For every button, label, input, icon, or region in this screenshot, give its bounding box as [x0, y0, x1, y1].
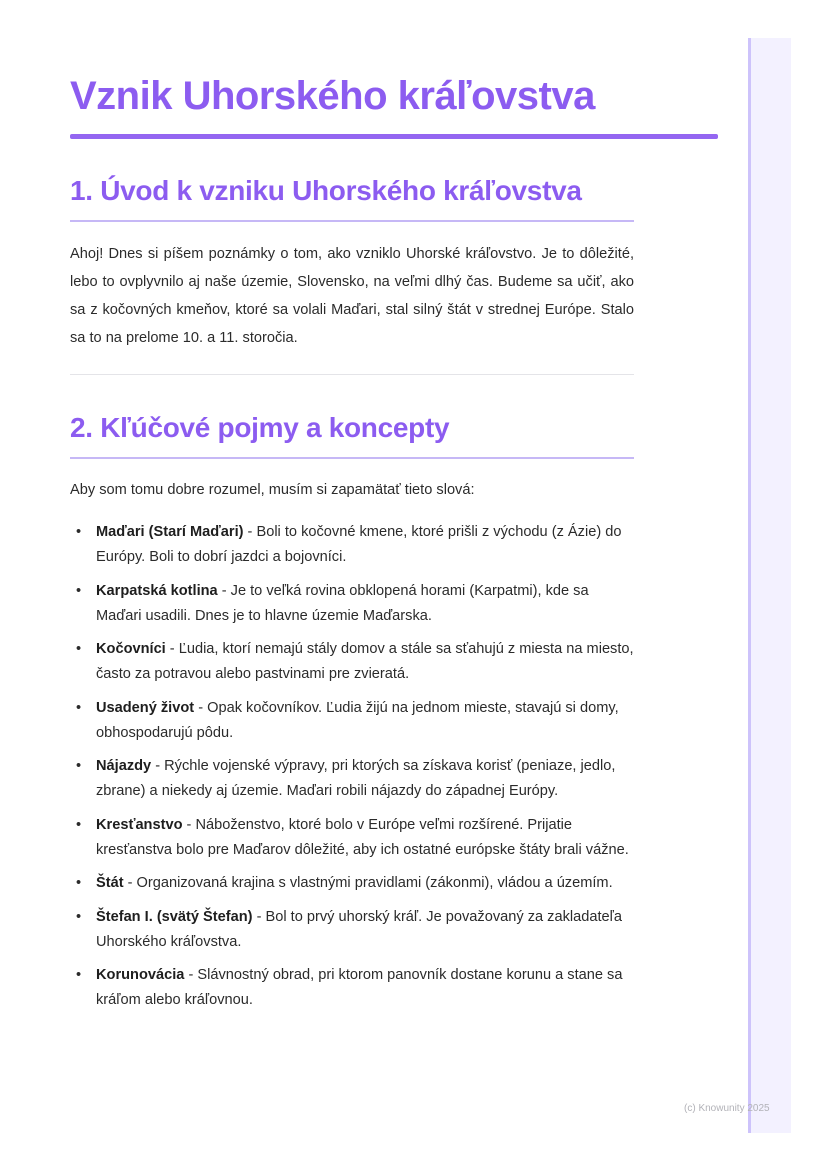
section-heading-key-terms: 2. Kľúčové pojmy a koncepty [70, 412, 450, 443]
key-terms-intro: Aby som tomu dobre rozumel, musím si zapamätať tieto slová: [70, 482, 475, 498]
term-definition: - Je to veľká rovina obklopená horami (Karpatmi), kde sa Maďari usadili. Dnes je to hlavne územie Maďarska. [96, 582, 589, 624]
term-name: Kresťanstvo [96, 816, 183, 833]
list-item [70, 754, 634, 804]
section-key-terms [70, 409, 634, 1013]
term-definition: - Organizovaná krajina s vlastnými pravidlami (zákonmi), vládou a územím. [123, 875, 613, 891]
term-name: Štát [96, 875, 124, 891]
bullet-icon: • [76, 908, 82, 925]
term-name: Nájazdy [96, 758, 152, 774]
list-item [70, 963, 634, 1013]
term-name: Karpatská kotlina [96, 582, 218, 599]
list-item [70, 905, 634, 955]
page-title: Vznik Uhorského kráľovstva [70, 74, 595, 118]
term-name: Usadený život [96, 699, 195, 716]
section-heading-intro: 1. Úvod k vzniku Uhorského kráľovstva [70, 175, 582, 206]
term-name: Štefan I. (svätý Štefan) [96, 908, 253, 925]
term-definition: - Ľudia, ktorí nemajú stály domov a stále sa sťahujú z miesta na miesto, často za potravou alebo pastvinami pre zvieratá. [96, 641, 634, 682]
section-intro [70, 172, 634, 352]
term-definition: - Náboženstvo, ktoré bolo v Európe veľmi rozšírené. Prijatie kresťanstva bolo pre Maďarov dôležité, aby ich ostatné európske štáty brali vážne. [96, 816, 629, 858]
copyright-footer: (c) Knowunity 2025 [684, 1103, 770, 1114]
bullet-icon: • [76, 758, 82, 774]
bullet-icon: • [76, 524, 82, 540]
term-definition: - Boli to kočovné kmene, ktoré prišli z východu (z Ázie) do Európy. Boli to dobrí jazdci a bojovníci. [96, 524, 622, 565]
document-content [70, 70, 634, 1022]
key-terms-list [70, 520, 634, 1013]
section-underline [70, 220, 634, 222]
term-definition: - Slávnostný obrad, pri ktorom panovník dostane korunu a stane sa kráľom alebo kráľovnou. [96, 967, 623, 1008]
bullet-icon: • [76, 641, 82, 657]
term-name: Maďari (Starí Maďari) [96, 524, 244, 540]
term-definition: - Rýchle vojenské výpravy, pri ktorých sa získava korisť (peniaze, jedlo, zbrane) a niekedy aj územie. Maďari robili nájazdy do západnej Európy. [96, 758, 616, 799]
term-name: Korunovácia [96, 967, 185, 983]
bullet-icon: • [76, 875, 82, 891]
side-margin-strip [748, 38, 791, 1133]
bullet-icon: • [76, 967, 82, 983]
section-divider [70, 374, 634, 375]
bullet-icon: • [76, 699, 82, 716]
bullet-icon: • [76, 582, 82, 599]
list-item [70, 579, 634, 629]
list-item [70, 813, 634, 863]
term-definition: - Bol to prvý uhorský kráľ. Je považovaný za zakladateľa Uhorského kráľovstva. [96, 908, 623, 950]
section-underline [70, 457, 634, 459]
list-item [70, 871, 634, 896]
bullet-icon: • [76, 816, 82, 833]
term-name: Kočovníci [96, 641, 166, 657]
title-underline [70, 134, 718, 139]
list-item [70, 520, 634, 570]
intro-paragraph: Ahoj! Dnes si píšem poznámky o tom, ako vzniklo Uhorské kráľovstvo. Je to dôležité, lebo to ovplyvnilo aj naše územie, Slovensko, na veľmi dlhý čas. Budeme sa učiť, ako sa z kočovných kmeňov, ktoré sa volali Maďari, stal silný štát v strednej Európe. Stalo sa to na prelome 10. a 11. storočia. [70, 246, 634, 346]
list-item [70, 696, 634, 746]
list-item [70, 637, 634, 687]
term-definition: - Opak kočovníkov. Ľudia žijú na jednom mieste, stavajú si domy, obhospodarujú pôdu. [96, 699, 619, 741]
